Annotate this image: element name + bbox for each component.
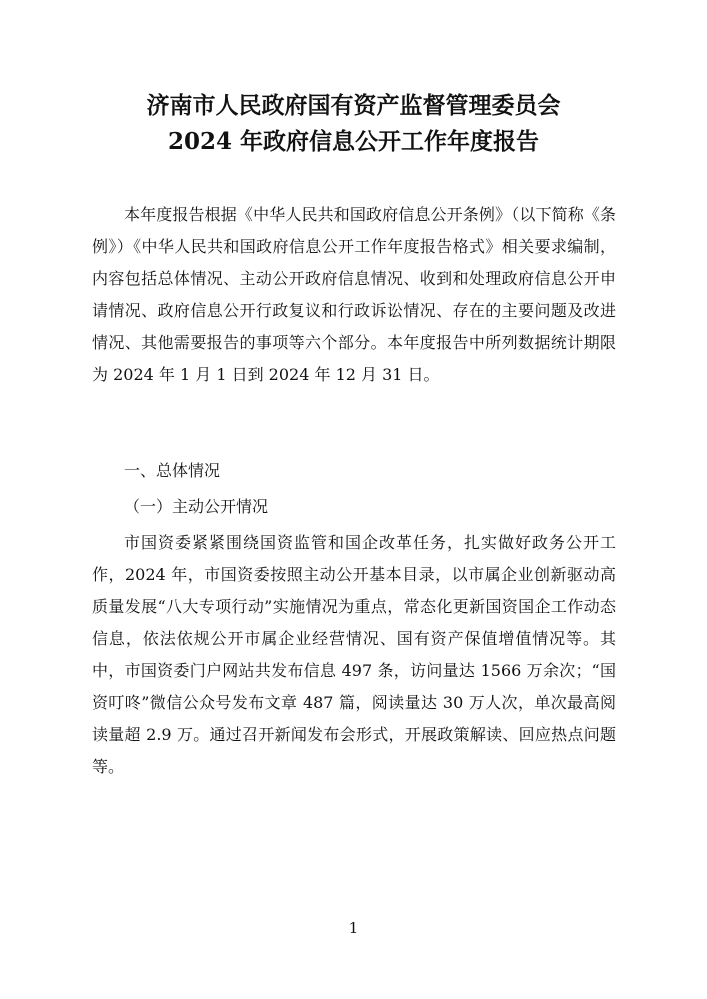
page-number: 1 <box>348 919 359 937</box>
intro-paragraph: 本年度报告根据《中华人民共和国政府信息公开条例》（以下简称《条例》）《中华人民共和国政府信息公开工作年度报告格式》相关要求编制，内容包括总体情况、主动公开政府信息情况、收到和处理政府信息公开申请情况、政府信息公开行政复议和行政诉讼情况、存在的主要问题及改进情况、其他需要报告的事项等六个部分。本年度报告中所列数据统计期限为 2024 年 1 月 1 日到 2024 年 12 月 31 日。 <box>92 205 616 384</box>
document-title-line-2: 2024 年政府信息公开工作年度报告 <box>167 128 540 155</box>
document-title-line-1: 济南市人民政府国有资产监督管理委员会 <box>146 92 561 119</box>
section-heading-overview: 一、总体情况 <box>124 461 221 480</box>
subsection-heading-proactive-disclosure: （一）主动公开情况 <box>124 497 269 516</box>
proactive-disclosure-paragraph: 市国资委紧紧围绕国资监管和国企改革任务，扎实做好政务公开工作，2024 年，市国资委按照主动公开基本目录，以市属企业创新驱动高质量发展“八大专项行动”实施情况为重点，常态化更新国资国企工作动态信息，依法依规公开市属企业经营情况、国有资产保值增值情况等。其中，市国资委门户网站共发布信息 497 条，访问量达 1566 万余次；“国资叮咚”微信公众号发布文章 487 篇，阅读量达 30 万人次，单次最高阅读量超 2.9 万。通过召开新闻发布会形式，开展政策解读、回应热点问题等。 <box>92 533 616 776</box>
